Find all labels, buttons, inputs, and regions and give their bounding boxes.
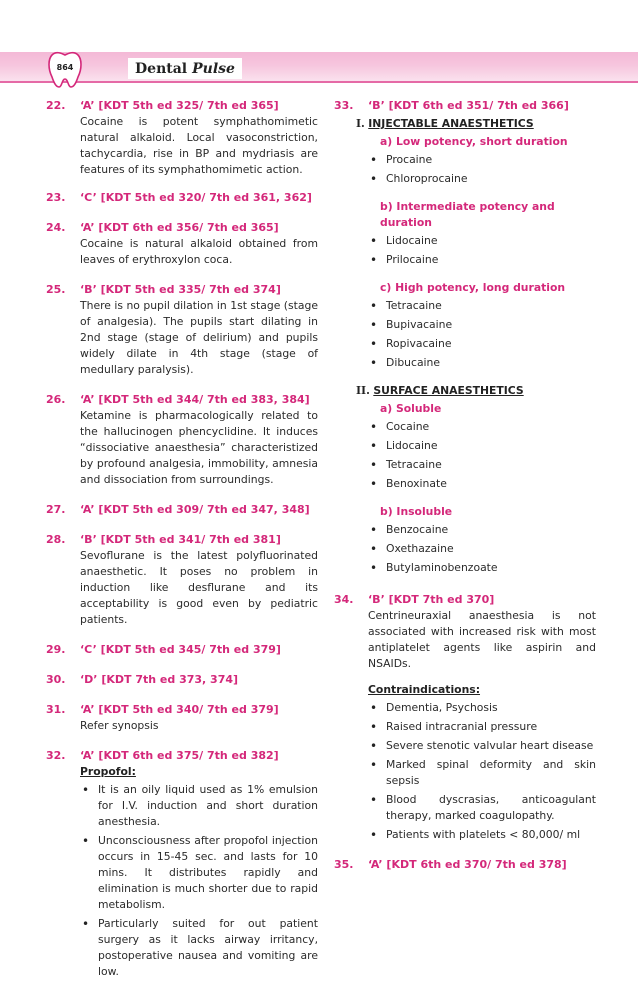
answer-number: 30. (46, 673, 66, 686)
answer-22 (46, 98, 318, 178)
list-item: • Raised intracranial pressure (386, 719, 596, 735)
answer-number: 26. (46, 393, 66, 406)
drug-list (368, 298, 596, 371)
list-item: • Chloroprocaine (386, 171, 596, 187)
answer-number: 29. (46, 643, 66, 656)
title-part1: Dental (135, 60, 188, 77)
propofol-list (80, 782, 318, 980)
running-title (128, 58, 242, 79)
list-item: • Tetracaine (386, 457, 596, 473)
answer-number: 31. (46, 703, 66, 716)
tooth-icon (46, 49, 84, 89)
section-surface (356, 383, 596, 399)
list-item: • Unconsciousness after propofol injection occurs in 15-45 sec. and lasts for 10 mins. It distributes rapidly and elimination is much shorter due to rapid metabolism. (98, 833, 318, 913)
list-item: • Bupivacaine (386, 317, 596, 333)
list-item: • Tetracaine (386, 298, 596, 314)
answer-number: 34. (334, 593, 354, 606)
list-item: • Ropivacaine (386, 336, 596, 352)
answer-number: 22. (46, 99, 66, 112)
drug-list (368, 152, 596, 187)
answer-ref: ‘B’ [KDT 5th ed 341/ 7th ed 381] (80, 533, 281, 546)
subheading-propofol: Propofol: (80, 765, 136, 778)
answer-29 (46, 642, 318, 658)
answer-text: Centrineuraxial anaesthesia is not associated with increased risk with most antiplatelet agents like aspirin and NSAIDs. (368, 609, 596, 670)
group-label: a) Low potency, short duration (380, 135, 568, 148)
answer-ref: ‘B’ [KDT 6th ed 351/ 7th ed 366] (368, 99, 569, 112)
group-label: b) Insoluble (380, 505, 453, 518)
list-item: • Cocaine (386, 419, 596, 435)
list-item: • Prilocaine (386, 252, 596, 268)
answer-number: 28. (46, 533, 66, 546)
section-title: SURFACE ANAESTHETICS (373, 384, 524, 397)
right-column (334, 98, 596, 873)
list-item: • Severe stenotic valvular heart disease (386, 738, 596, 754)
answer-27 (46, 502, 318, 518)
answer-number: 25. (46, 283, 66, 296)
answer-28 (46, 532, 318, 628)
answer-ref: ‘A’ [KDT 6th ed 375/ 7th ed 382] (80, 749, 279, 762)
list-item: • Benzocaine (386, 522, 596, 538)
header-rule (0, 81, 638, 83)
answer-ref: ‘D’ [KDT 7th ed 373, 374] (80, 673, 239, 686)
left-column (46, 98, 318, 983)
contraindications-heading: Contraindications: (368, 683, 481, 696)
section-number: I. (356, 117, 365, 130)
title-part2: Pulse (192, 60, 235, 77)
drug-list (368, 233, 596, 268)
list-item: • Oxethazaine (386, 541, 596, 557)
list-item: • Blood dyscrasias, anticoagulant therapy, marked coagulopathy. (386, 792, 596, 824)
answer-26 (46, 392, 318, 488)
answer-23 (46, 190, 318, 206)
list-item: • Benoxinate (386, 476, 596, 492)
answer-ref: ‘B’ [KDT 7th ed 370] (368, 593, 495, 606)
answer-35 (334, 857, 596, 873)
answer-ref: ‘C’ [KDT 5th ed 320/ 7th ed 361, 362] (80, 191, 312, 204)
answer-number: 27. (46, 503, 66, 516)
answer-ref: ‘A’ [KDT 5th ed 325/ 7th ed 365] (80, 99, 279, 112)
answer-text: Sevoflurane is the latest polyfluorinated anaesthetic. It poses no problem in induction like desflurane and its acceptability is good even by pediatric patients. (80, 549, 318, 626)
list-item: • It is an oily liquid used as 1% emulsion for I.V. induction and short duration anesthesia. (98, 782, 318, 830)
answer-number: 35. (334, 858, 354, 871)
answer-number: 33. (334, 99, 354, 112)
drug-list (368, 419, 596, 492)
section-title: INJECTABLE ANAESTHETICS (368, 117, 534, 130)
answer-31 (46, 702, 318, 734)
drug-list (368, 522, 596, 576)
answer-32 (46, 748, 318, 980)
list-item: • Butylaminobenzoate (386, 560, 596, 576)
answer-ref: ‘A’ [KDT 5th ed 309/ 7th ed 347, 348] (80, 503, 310, 516)
group-label: c) High potency, long duration (380, 281, 566, 294)
answer-24 (46, 220, 318, 268)
answer-number: 23. (46, 191, 66, 204)
answer-number: 24. (46, 221, 66, 234)
answer-ref: ‘C’ [KDT 5th ed 345/ 7th ed 379] (80, 643, 281, 656)
list-item: • Lidocaine (386, 438, 596, 454)
header-band (0, 52, 638, 82)
answer-ref: ‘B’ [KDT 5th ed 335/ 7th ed 374] (80, 283, 281, 296)
answer-25 (46, 282, 318, 378)
list-item: • Lidocaine (386, 233, 596, 249)
group-label: b) Intermediate potency and duration (380, 200, 555, 229)
group-label: a) Soluble (380, 402, 442, 415)
answer-ref: ‘A’ [KDT 6th ed 370/ 7th ed 378] (368, 858, 567, 871)
answer-30 (46, 672, 318, 688)
answer-ref: ‘A’ [KDT 5th ed 340/ 7th ed 379] (80, 703, 279, 716)
list-item: • Procaine (386, 152, 596, 168)
section-injectable (356, 116, 596, 132)
answer-ref: ‘A’ [KDT 5th ed 344/ 7th ed 383, 384] (80, 393, 310, 406)
list-item: • Marked spinal deformity and skin sepsis (386, 757, 596, 789)
answer-text: Ketamine is pharmacologically related to the hallucinogen phencyclidine. It induces “dissociative anaesthesia” characteristized by profound analgesia, immobility, amnesia and dissociation from surroundings. (80, 409, 318, 486)
answer-34 (334, 592, 596, 843)
contraindications-list (368, 700, 596, 843)
answer-number: 32. (46, 749, 66, 762)
answer-33 (334, 98, 596, 576)
answer-ref: ‘A’ [KDT 6th ed 356/ 7th ed 365] (80, 221, 279, 234)
answer-text: Cocaine is natural alkaloid obtained from leaves of erythroxylon coca. (80, 237, 318, 266)
list-item: • Dementia, Psychosis (386, 700, 596, 716)
answer-text: Cocaine is potent symphathomimetic natural alkaloid. Local vasoconstriction, tachycardia, rise in BP and mydriasis are features of its symphathomimetic action. (80, 115, 318, 176)
list-item: • Patients with platelets < 80,000/ ml (386, 827, 596, 843)
list-item: • Dibucaine (386, 355, 596, 371)
answer-text: Refer synopsis (80, 719, 159, 732)
page-number: 864 (56, 63, 74, 72)
list-item: • Particularly suited for out patient surgery as it lacks airway irritancy, postoperative nausea and vomiting are low. (98, 916, 318, 980)
answer-text: There is no pupil dilation in 1st stage (stage of analgesia). The pupils start dilating in 2nd stage (stage of delirium) and pupils widely dilate in 4th stage (stage of medullary paralysis). (80, 299, 318, 376)
section-number: II. (356, 384, 370, 397)
